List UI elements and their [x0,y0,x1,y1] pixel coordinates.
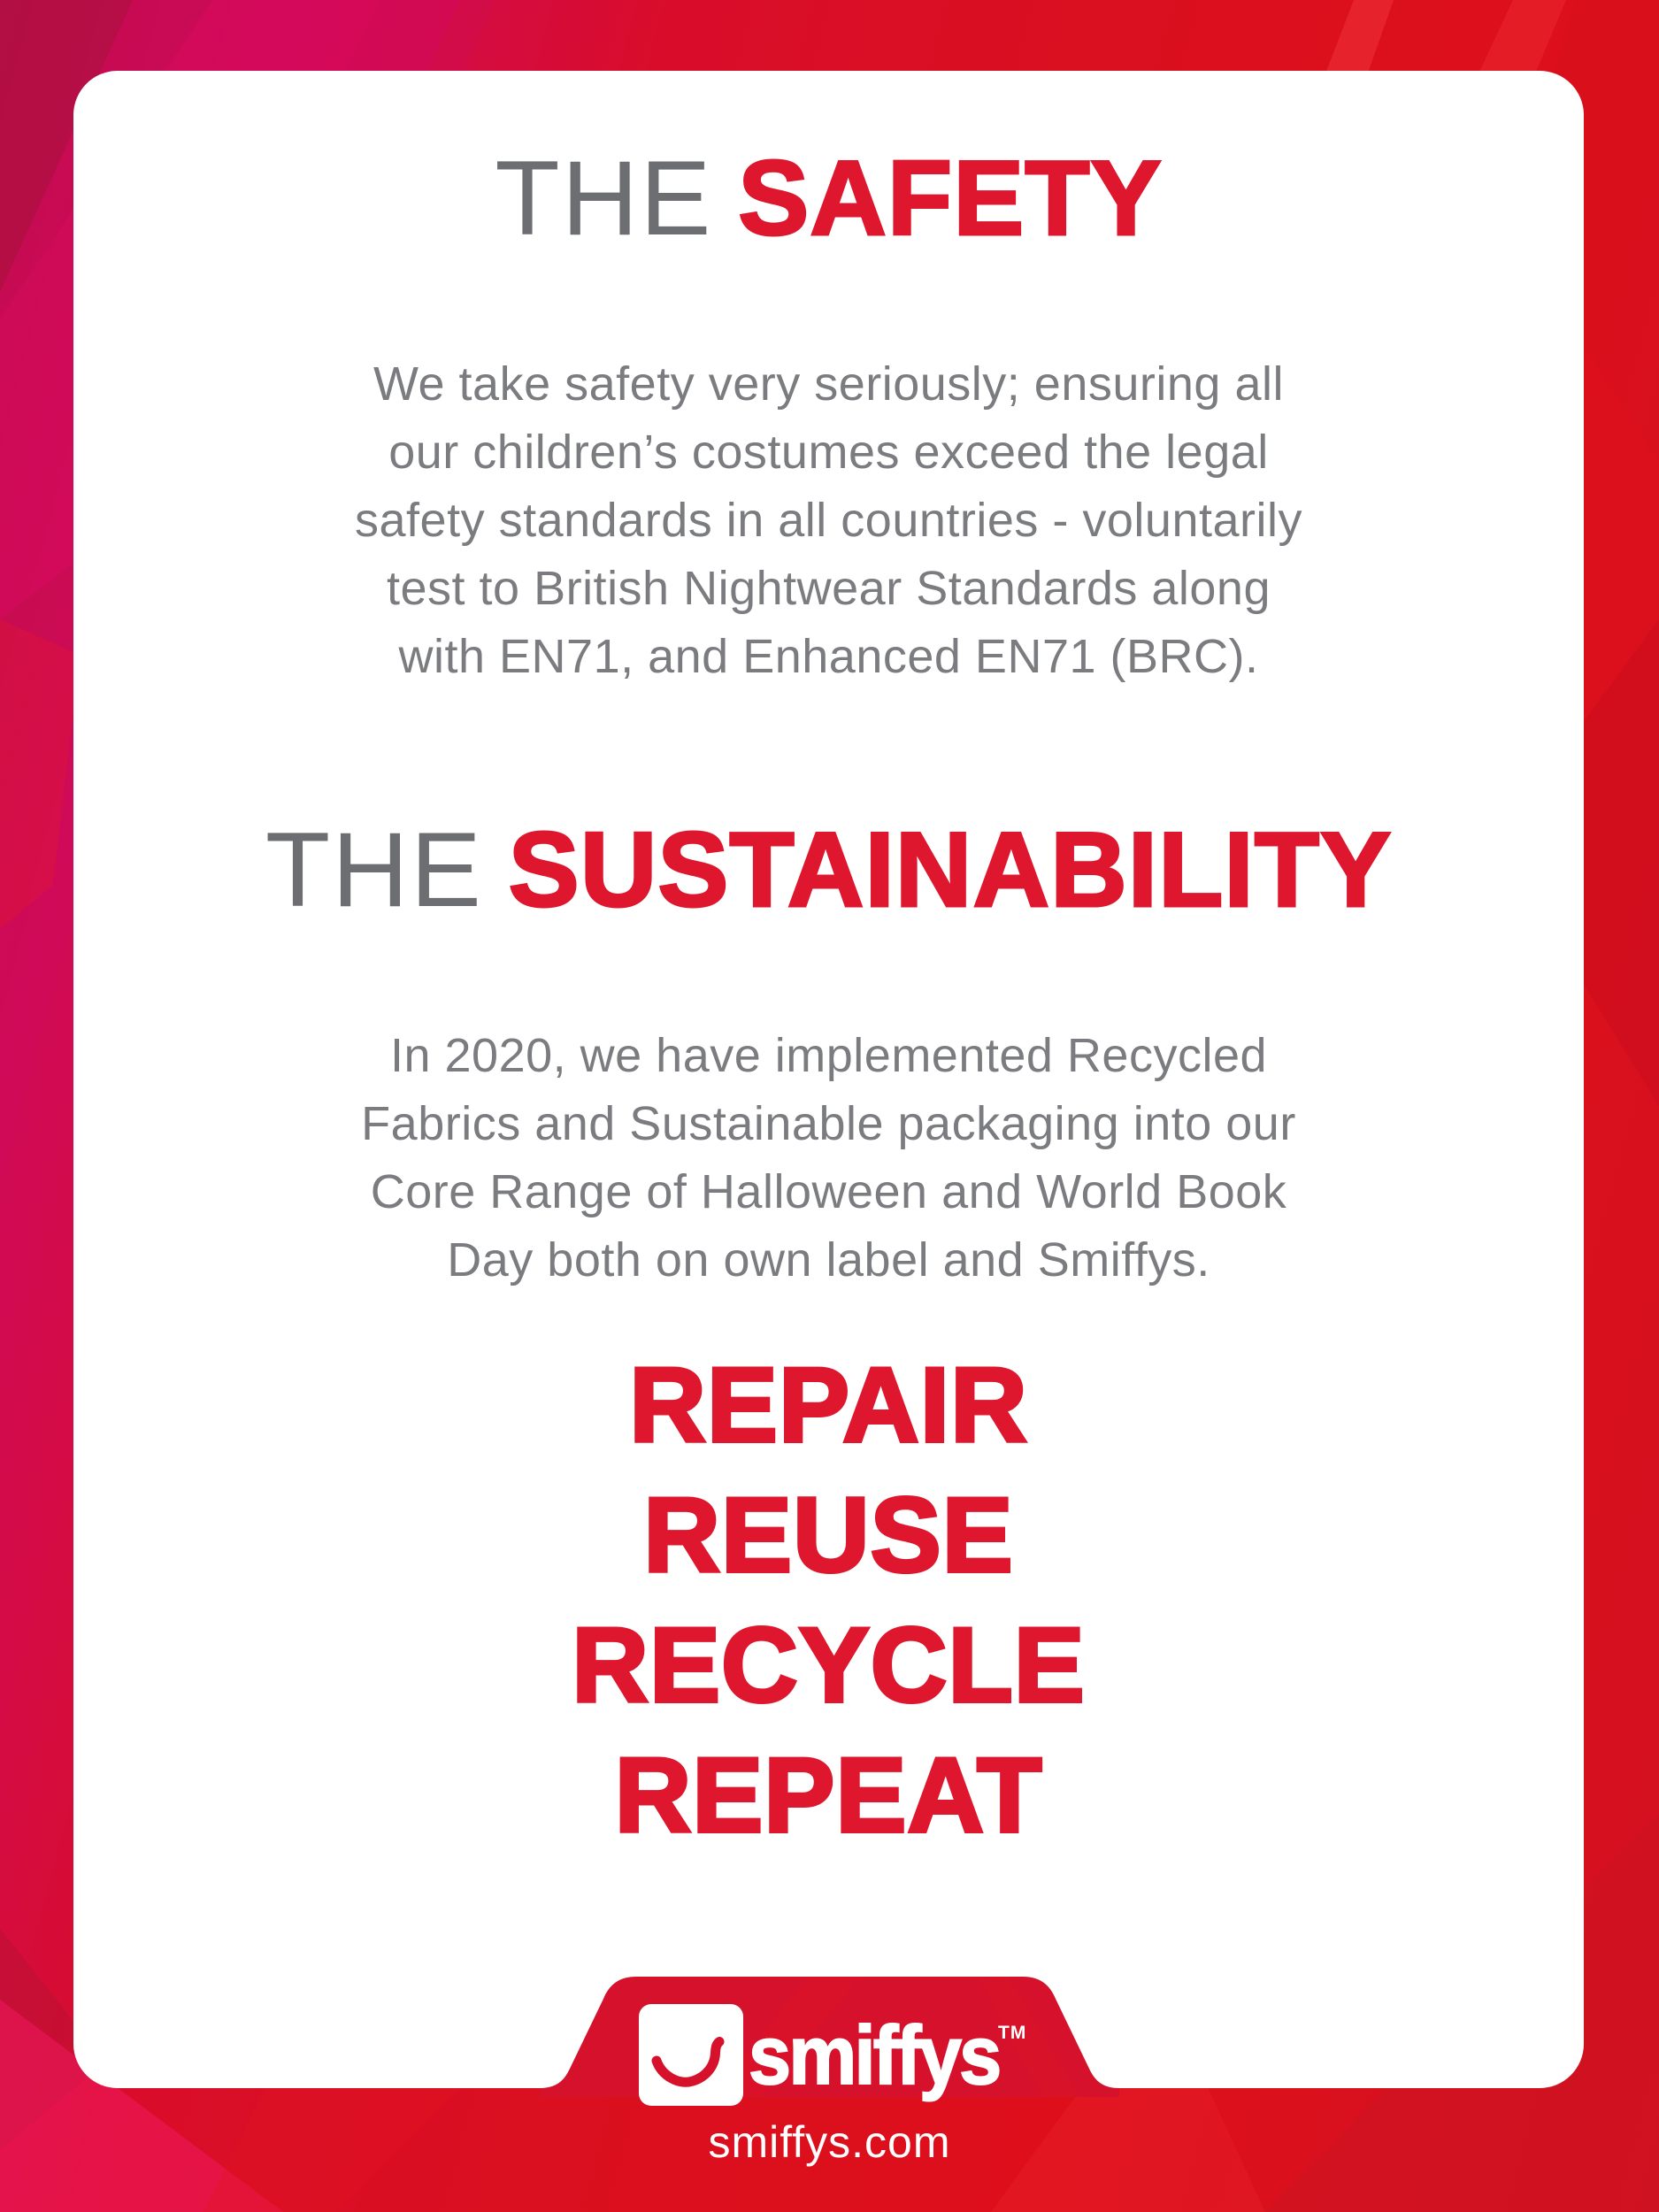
safety-title [73,140,1584,257]
trademark-symbol: TM [998,2023,1027,2043]
safety-paragraph-line: with EN71, and Enhanced EN71 (BRC). [398,630,1259,683]
safety-paragraph-line: test to British Nightwear Standards along [386,562,1271,615]
safety-title-prefix: THE [495,139,713,257]
safety-paragraph-line: our children’s costumes exceed the legal [388,426,1269,479]
sustainability-paragraph [73,1022,1584,1294]
slogan-line-reuse: REUSE [643,1476,1014,1594]
slogan [73,1340,1584,1861]
slogan-line-recycle: RECYCLE [572,1606,1086,1724]
website-url: smiffys.com [708,2117,951,2167]
slogan-line-repeat: REPEAT [614,1736,1043,1855]
sustainability-paragraph-line: Fabrics and Sustainable packaging into our [361,1097,1296,1150]
smiffys-wordmark: smiffys [749,2008,1000,2101]
sustainability-paragraph-line: Day both on own label and Smiffys. [447,1233,1210,1286]
safety-paragraph-line: We take safety very seriously; ensuring all [373,357,1284,411]
sustainability-paragraph-line: Core Range of Halloween and World Book [370,1165,1287,1218]
slogan-line-repair: REPAIR [629,1346,1028,1464]
sustainability-title-prefix: THE [265,810,483,929]
safety-title-accent: SAFETY [738,139,1163,257]
sustainability-title [73,811,1584,928]
smiffys-logo-mark [639,2004,743,2106]
safety-paragraph-line: safety standards in all countries - voluntarily [355,494,1302,547]
safety-paragraph [73,350,1584,691]
smiffys-smile-icon [639,2004,743,2106]
sustainability-paragraph-line: In 2020, we have implemented Recycled [389,1029,1268,1082]
card-content [73,0,1584,2212]
sustainability-title-accent: SUSTAINABILITY [508,810,1393,929]
